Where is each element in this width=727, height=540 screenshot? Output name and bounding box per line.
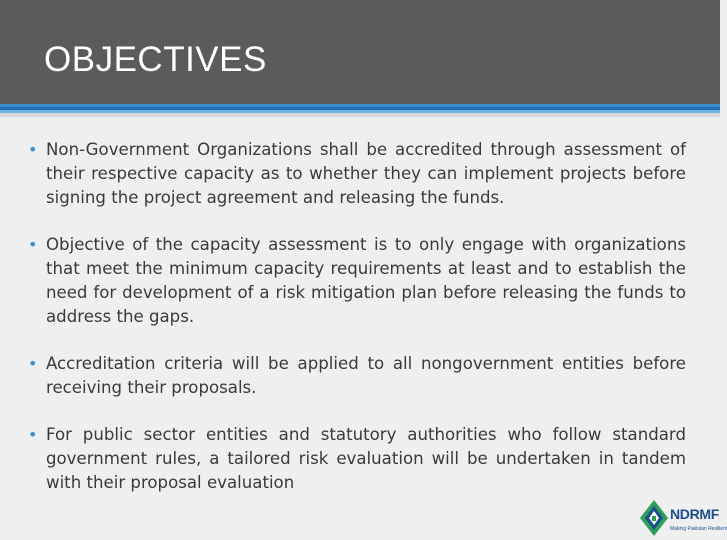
list-item xyxy=(28,233,686,329)
list-item xyxy=(28,352,686,400)
bullet-icon: • xyxy=(28,425,38,444)
bullet-text: Accreditation criteria will be applied to all nongovernment entities before receiving their proposals. xyxy=(46,354,686,397)
ndrmf-logo xyxy=(636,496,727,540)
slide-title: OBJECTIVES xyxy=(44,40,267,79)
logo-text: NDRMF xyxy=(670,506,720,522)
bullet-list xyxy=(28,138,686,518)
list-item xyxy=(28,423,686,495)
bullet-text: Objective of the capacity assessment is to only engage with organizations that meet the minimum capacity requirements at least and to establish the need for development of a risk mitigation plan before releasing the funds to address the gaps. xyxy=(46,235,686,326)
logo-emblem-icon xyxy=(638,498,670,538)
title-bar xyxy=(0,0,720,104)
list-item xyxy=(28,138,686,210)
bullet-icon: • xyxy=(28,354,38,373)
bullet-icon: • xyxy=(28,140,38,159)
divider xyxy=(0,113,720,117)
bullet-text: Non-Government Organizations shall be accredited through assessment of their respective capacity as to whether they can implement projects before signing the project agreement and releasing the funds. xyxy=(46,140,686,207)
bullet-icon: • xyxy=(28,235,38,254)
bullet-text: For public sector entities and statutory authorities who follow standard government rules, a tailored risk evaluation will be undertaken in tandem with their proposal evaluation xyxy=(46,425,686,492)
logo-tagline: Making Pakistan Resilient xyxy=(670,526,727,532)
